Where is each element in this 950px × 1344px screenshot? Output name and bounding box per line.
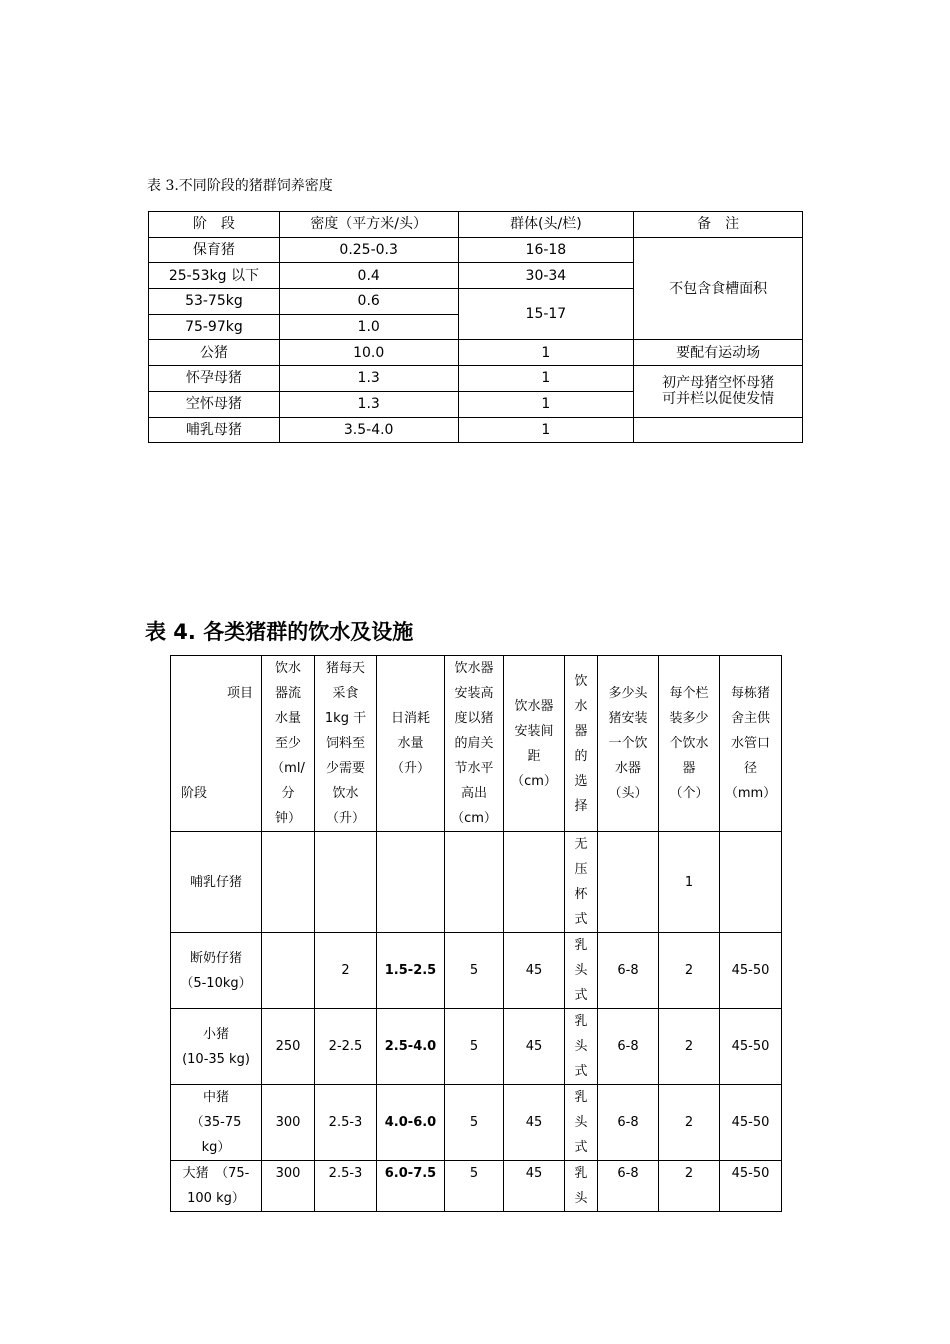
table-row bbox=[171, 1085, 782, 1161]
header-per-kg: 猪每天 采食 1kg 干 饲料至 少需要 饮水 （升） bbox=[315, 656, 377, 832]
pigs-per-cell bbox=[598, 832, 659, 933]
daily-cell: 1.5-2.5 bbox=[377, 933, 445, 1009]
type-cell: 乳 头 式 bbox=[565, 1085, 598, 1161]
flow-cell bbox=[262, 832, 315, 933]
density-cell: 1.3 bbox=[279, 366, 458, 392]
pigs-per-cell: 6-8 bbox=[598, 1009, 659, 1085]
water-table bbox=[170, 655, 782, 1212]
flow-cell: 250 bbox=[262, 1009, 315, 1085]
group-cell: 1 bbox=[458, 391, 634, 417]
group-cell: 1 bbox=[458, 417, 634, 443]
per-pen-cell: 1 bbox=[659, 832, 720, 933]
header-daily: 日消耗 水量 （升） bbox=[377, 656, 445, 832]
corner-stage-label: 阶段 bbox=[181, 786, 208, 801]
pigs-per-cell: 6-8 bbox=[598, 1161, 659, 1212]
header-pigs-per: 多少头 猪安装 一个饮 水器 （头） bbox=[598, 656, 659, 832]
corner-header bbox=[171, 656, 262, 832]
note-cell-empty bbox=[634, 417, 803, 443]
per-kg-cell bbox=[315, 832, 377, 933]
density-cell: 10.0 bbox=[279, 340, 458, 366]
type-cell: 无 压 杯 式 bbox=[565, 832, 598, 933]
pipe-cell: 45-50 bbox=[720, 1085, 782, 1161]
flow-cell bbox=[262, 933, 315, 1009]
spacing-cell bbox=[504, 832, 565, 933]
spacing-cell: 45 bbox=[504, 1009, 565, 1085]
spacing-cell: 45 bbox=[504, 933, 565, 1009]
table-row bbox=[171, 832, 782, 933]
header-pipe: 每栋猪 舍主供 水管口 径 （mm） bbox=[720, 656, 782, 832]
stage-cell: 大猪 （75- 100 kg） bbox=[171, 1161, 262, 1212]
stage-cell: 75-97kg bbox=[149, 314, 280, 340]
note-cell: 初产母猪空怀母猪 可并栏以促使发情 bbox=[634, 366, 803, 417]
table-row bbox=[149, 417, 803, 443]
per-kg-cell: 2.5-3 bbox=[315, 1085, 377, 1161]
table-header-row bbox=[171, 656, 782, 832]
table4-caption: 表 4. 各类猪群的饮水及设施 bbox=[145, 620, 414, 644]
corner-item-label: 项目 bbox=[226, 686, 253, 701]
header-type: 饮 水 器 的 选 择 bbox=[565, 656, 598, 832]
spacing-cell: 45 bbox=[504, 1085, 565, 1161]
pipe-cell: 45-50 bbox=[720, 933, 782, 1009]
flow-cell: 300 bbox=[262, 1161, 315, 1212]
height-cell: 5 bbox=[445, 933, 504, 1009]
header-flow: 饮水 器流 水量 至少 （ml/ 分 钟） bbox=[262, 656, 315, 832]
stage-cell: 中猪 （35-75 kg） bbox=[171, 1085, 262, 1161]
height-cell: 5 bbox=[445, 1161, 504, 1212]
stage-cell: 哺乳仔猪 bbox=[171, 832, 262, 933]
stage-cell: 53-75kg bbox=[149, 289, 280, 315]
stage-cell: 公猪 bbox=[149, 340, 280, 366]
table-header-row bbox=[149, 212, 803, 238]
daily-cell: 2.5-4.0 bbox=[377, 1009, 445, 1085]
group-cell: 16-18 bbox=[458, 237, 634, 263]
pipe-cell: 45-50 bbox=[720, 1161, 782, 1212]
per-pen-cell: 2 bbox=[659, 1085, 720, 1161]
pigs-per-cell: 6-8 bbox=[598, 1085, 659, 1161]
pigs-per-cell: 6-8 bbox=[598, 933, 659, 1009]
note-cell: 要配有运动场 bbox=[634, 340, 803, 366]
stage-cell: 哺乳母猪 bbox=[149, 417, 280, 443]
table-row bbox=[171, 933, 782, 1009]
density-cell: 0.6 bbox=[279, 289, 458, 315]
table-row bbox=[149, 340, 803, 366]
stage-cell: 断奶仔猪 （5-10kg） bbox=[171, 933, 262, 1009]
height-cell bbox=[445, 832, 504, 933]
stage-cell: 空怀母猪 bbox=[149, 391, 280, 417]
header-per-pen: 每个栏 装多少 个饮水 器 （个） bbox=[659, 656, 720, 832]
spacing-cell: 45 bbox=[504, 1161, 565, 1212]
header-spacing: 饮水器 安装间 距 （cm） bbox=[504, 656, 565, 832]
flow-cell: 300 bbox=[262, 1085, 315, 1161]
type-cell: 乳 头 式 bbox=[565, 933, 598, 1009]
note-cell: 不包含食槽面积 bbox=[634, 237, 803, 340]
per-pen-cell: 2 bbox=[659, 1161, 720, 1212]
pipe-cell bbox=[720, 832, 782, 933]
header-height: 饮水器 安装高 度以猪 的肩关 节水平 高出 （cm） bbox=[445, 656, 504, 832]
per-kg-cell: 2 bbox=[315, 933, 377, 1009]
table-row bbox=[171, 1161, 782, 1212]
height-cell: 5 bbox=[445, 1009, 504, 1085]
density-cell: 1.0 bbox=[279, 314, 458, 340]
type-cell: 乳 头 式 bbox=[565, 1009, 598, 1085]
header-notes: 备 注 bbox=[634, 212, 803, 238]
header-stage: 阶 段 bbox=[149, 212, 280, 238]
per-kg-cell: 2-2.5 bbox=[315, 1009, 377, 1085]
stage-cell: 怀孕母猪 bbox=[149, 366, 280, 392]
stage-cell: 保育猪 bbox=[149, 237, 280, 263]
table-row bbox=[149, 237, 803, 263]
group-cell: 15-17 bbox=[458, 289, 634, 340]
density-cell: 3.5-4.0 bbox=[279, 417, 458, 443]
pipe-cell: 45-50 bbox=[720, 1009, 782, 1085]
daily-cell: 6.0-7.5 bbox=[377, 1161, 445, 1212]
per-pen-cell: 2 bbox=[659, 1009, 720, 1085]
group-cell: 30-34 bbox=[458, 263, 634, 289]
daily-cell: 4.0-6.0 bbox=[377, 1085, 445, 1161]
group-cell: 1 bbox=[458, 340, 634, 366]
density-table bbox=[148, 211, 803, 443]
group-cell: 1 bbox=[458, 366, 634, 392]
stage-cell: 25-53kg 以下 bbox=[149, 263, 280, 289]
per-pen-cell: 2 bbox=[659, 933, 720, 1009]
table-row bbox=[149, 366, 803, 392]
density-cell: 0.4 bbox=[279, 263, 458, 289]
density-cell: 1.3 bbox=[279, 391, 458, 417]
per-kg-cell: 2.5-3 bbox=[315, 1161, 377, 1212]
density-cell: 0.25-0.3 bbox=[279, 237, 458, 263]
daily-cell bbox=[377, 832, 445, 933]
table-row bbox=[171, 1009, 782, 1085]
header-density: 密度（平方米/头） bbox=[279, 212, 458, 238]
header-group: 群体(头/栏) bbox=[458, 212, 634, 238]
stage-cell: 小猪 (10-35 kg) bbox=[171, 1009, 262, 1085]
table3-caption: 表 3.不同阶段的猪群饲养密度 bbox=[147, 178, 333, 194]
type-cell: 乳 头 bbox=[565, 1161, 598, 1212]
height-cell: 5 bbox=[445, 1085, 504, 1161]
